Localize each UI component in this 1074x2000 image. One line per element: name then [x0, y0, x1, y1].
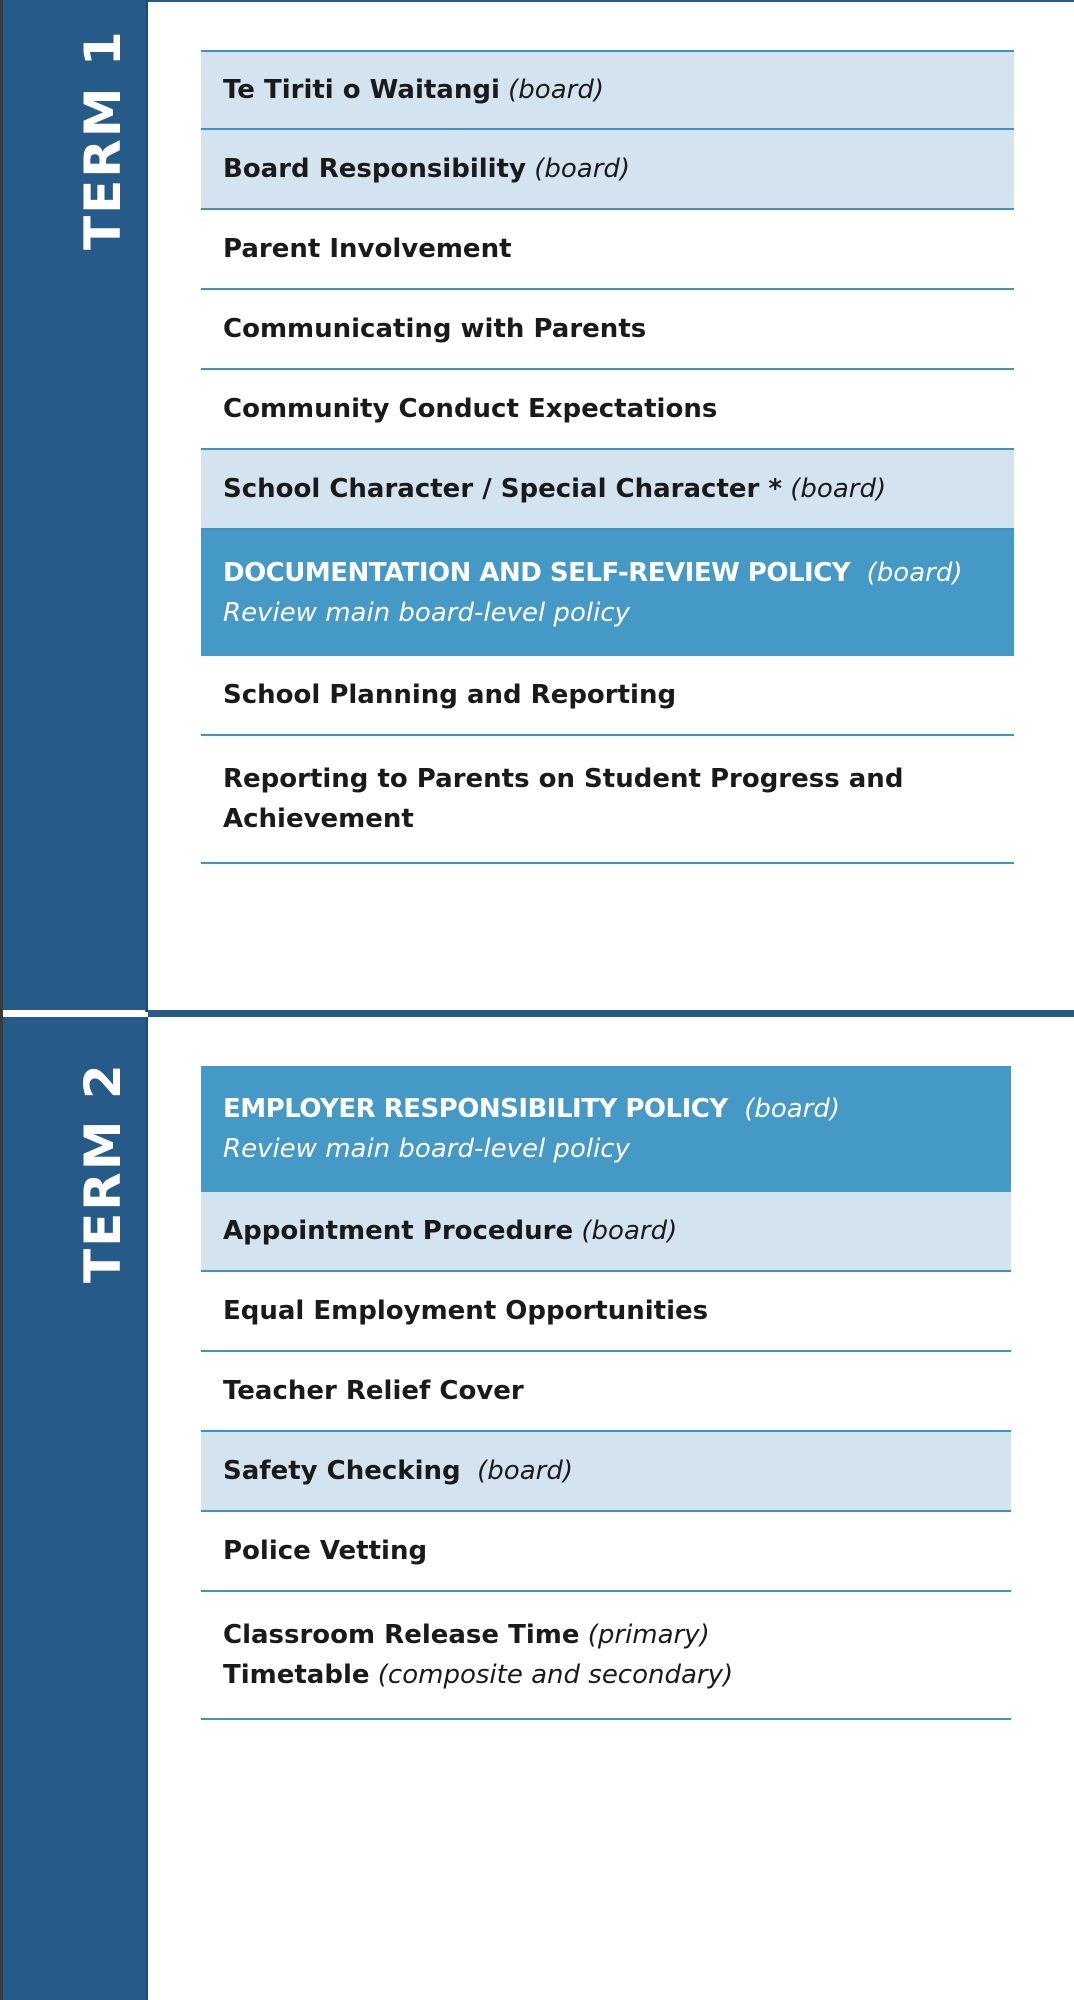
policy-title: EMPLOYER RESPONSIBILITY POLICY	[223, 1094, 728, 1124]
term-divider	[3, 1010, 145, 1016]
policy-title: DOCUMENTATION AND SELF-REVIEW POLICY	[223, 558, 851, 588]
term-2-label: TERM 2	[74, 1062, 132, 1283]
policy-row[interactable]	[201, 1512, 1011, 1592]
policy-title: Safety Checking	[223, 1456, 461, 1486]
policy-note-line2: (composite and secondary)	[377, 1660, 734, 1690]
policy-subtitle: Review main board-level policy	[223, 1134, 630, 1164]
policy-note: (board)	[866, 558, 963, 588]
policy-title: School Character / Special Character *	[223, 474, 782, 504]
policy-note: (board)	[477, 1456, 573, 1486]
policy-title: Police Vetting	[223, 1536, 428, 1566]
policy-note: (board)	[744, 1094, 841, 1124]
policy-row[interactable]	[201, 736, 1014, 864]
policy-title: Te Tiriti o Waitangi	[223, 75, 500, 105]
policy-row-highlight[interactable]	[201, 1066, 1011, 1192]
top-rule	[148, 0, 1074, 2]
policy-title: Reporting to Parents on Student Progress and	[223, 764, 904, 794]
policy-title: Parent Involvement	[223, 234, 512, 264]
policy-row[interactable]	[201, 656, 1014, 736]
policy-row[interactable]	[201, 1272, 1011, 1352]
policy-title-line2: Timetable	[223, 1660, 370, 1690]
policy-subtitle: Review main board-level policy	[223, 598, 630, 628]
policy-title: Teacher Relief Cover	[223, 1376, 524, 1406]
term-2-section	[0, 1017, 1074, 2000]
term-divider-rule	[148, 1010, 1074, 1017]
policy-title: Equal Employment Opportunities	[223, 1296, 709, 1326]
policy-title-line2: Achievement	[223, 804, 414, 834]
term-1-policy-list	[201, 50, 1014, 864]
policy-row-highlight[interactable]	[201, 530, 1014, 656]
policy-row[interactable]	[201, 130, 1014, 210]
policy-title: Community Conduct Expectations	[223, 394, 718, 424]
policy-title: Classroom Release Time	[223, 1620, 580, 1650]
policy-title: School Planning and Reporting	[223, 680, 677, 710]
policy-row[interactable]	[201, 210, 1014, 290]
policy-row[interactable]	[201, 50, 1014, 130]
policy-note: (board)	[581, 1216, 678, 1246]
policy-row[interactable]	[201, 290, 1014, 370]
policy-note: (board)	[534, 154, 631, 184]
term-1-label: TERM 1	[74, 29, 132, 250]
policy-row[interactable]	[201, 1592, 1011, 1720]
policy-row[interactable]	[201, 1192, 1011, 1272]
policy-row[interactable]	[201, 370, 1014, 450]
policy-note: (primary)	[587, 1620, 710, 1650]
policy-title: Appointment Procedure	[223, 1216, 574, 1246]
policy-row[interactable]	[201, 1352, 1011, 1432]
policy-title: Board Responsibility	[223, 154, 526, 184]
policy-row[interactable]	[201, 450, 1014, 530]
policy-title: Communicating with Parents	[223, 314, 647, 344]
policy-row[interactable]	[201, 1432, 1011, 1512]
term-2-policy-list	[201, 1066, 1011, 1720]
policy-note: (board)	[790, 474, 887, 504]
policy-note: (board)	[508, 75, 604, 105]
